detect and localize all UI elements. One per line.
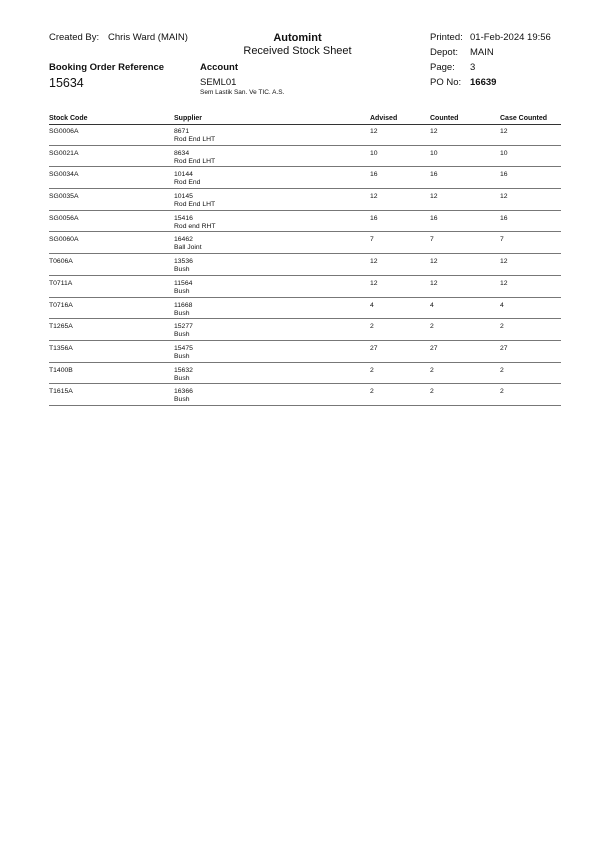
advised-cell: 2 xyxy=(370,388,374,396)
table-row xyxy=(49,167,561,189)
supplier-description-cell: Ball Joint xyxy=(174,244,202,252)
advised-cell: 10 xyxy=(370,149,378,157)
case-counted-cell: 2 xyxy=(500,366,504,374)
counted-cell: 4 xyxy=(430,301,434,309)
table-row xyxy=(49,276,561,298)
stock-code-cell: T1265A xyxy=(49,323,73,331)
supplier-number-cell: 8671 xyxy=(174,128,190,135)
supplier-description-cell: Bush xyxy=(174,374,190,382)
depot-value: MAIN xyxy=(470,47,494,58)
advised-cell: 27 xyxy=(370,344,378,352)
created-by-value: Chris Ward (MAIN) xyxy=(108,32,188,43)
case-counted-cell: 4 xyxy=(500,301,504,309)
stock-code-cell: SG0006A xyxy=(49,128,79,135)
supplier-number-cell: 15632 xyxy=(174,366,193,374)
case-counted-cell: 12 xyxy=(500,279,508,287)
stock-code-cell: SG0056A xyxy=(49,214,79,222)
stock-code-cell: SG0021A xyxy=(49,149,79,157)
counted-cell: 12 xyxy=(430,279,438,287)
counted-cell: 16 xyxy=(430,171,438,179)
counted-cell: 12 xyxy=(430,193,438,201)
po-label: PO No: xyxy=(430,77,462,88)
supplier-number-cell: 16462 xyxy=(174,236,193,244)
supplier-description-cell: Rod End LHT xyxy=(174,157,216,165)
counted-cell: 27 xyxy=(430,344,438,352)
table-row xyxy=(49,363,561,385)
counted-cell: 2 xyxy=(430,366,434,374)
advised-cell: 2 xyxy=(370,323,374,331)
counted-cell: 2 xyxy=(430,323,434,331)
table-row xyxy=(49,254,561,276)
supplier-number-cell: 15277 xyxy=(174,323,193,331)
supplier-description-cell: Bush xyxy=(174,309,190,317)
case-counted-cell: 10 xyxy=(500,149,508,157)
counted-cell: 12 xyxy=(430,128,438,135)
case-counted-cell: 16 xyxy=(500,214,508,222)
document-title: Received Stock Sheet xyxy=(243,45,352,57)
created-by-label: Created By: xyxy=(49,32,100,43)
supplier-number-cell: 11564 xyxy=(174,279,193,287)
advised-cell: 12 xyxy=(370,279,378,287)
depot-label: Depot: xyxy=(430,47,458,58)
table-row xyxy=(49,189,561,211)
table-row xyxy=(49,319,561,341)
counted-cell: 2 xyxy=(430,388,434,396)
case-counted-cell: 16 xyxy=(500,171,508,179)
stock-code-cell: SG0034A xyxy=(49,171,79,179)
case-counted-cell: 2 xyxy=(500,388,504,396)
advised-cell: 2 xyxy=(370,366,374,374)
table-row xyxy=(49,341,561,363)
case-counted-cell: 12 xyxy=(500,128,508,135)
table-row xyxy=(49,146,561,168)
stock-code-cell: T0606A xyxy=(49,258,73,266)
supplier-description-cell: Bush xyxy=(174,396,190,404)
supplier-description-cell: Bush xyxy=(174,331,190,339)
advised-cell: 12 xyxy=(370,128,378,135)
company-name: Automint xyxy=(273,32,322,44)
advised-cell: 12 xyxy=(370,258,378,266)
case-counted-cell: 7 xyxy=(500,236,504,244)
stock-code-cell: T0716A xyxy=(49,301,73,309)
page-label: Page: xyxy=(430,62,455,73)
supplier-number-cell: 15475 xyxy=(174,344,193,352)
counted-cell: 10 xyxy=(430,149,438,157)
advised-cell: 7 xyxy=(370,236,374,244)
supplier-number-cell: 10145 xyxy=(174,193,193,201)
advised-cell: 16 xyxy=(370,171,378,179)
supplier-description-cell: Rod End LHT xyxy=(174,201,216,209)
table-row xyxy=(49,232,561,254)
supplier-number-cell: 8634 xyxy=(174,149,190,157)
col-counted: Counted xyxy=(430,115,459,122)
case-counted-cell: 12 xyxy=(500,193,508,201)
supplier-number-cell: 16366 xyxy=(174,388,193,396)
col-supplier: Supplier xyxy=(174,115,203,122)
account-code: SEML01 xyxy=(200,77,237,88)
table-row xyxy=(49,298,561,320)
booking-ref-label: Booking Order Reference xyxy=(49,62,165,73)
supplier-description-cell: Rod End LHT xyxy=(174,136,216,143)
case-counted-cell: 12 xyxy=(500,258,508,266)
stock-code-cell: T1356A xyxy=(49,344,73,352)
stock-code-cell: SG0060A xyxy=(49,236,79,244)
stock-code-cell: SG0035A xyxy=(49,193,79,201)
supplier-number-cell: 11668 xyxy=(174,301,193,309)
advised-cell: 4 xyxy=(370,301,374,309)
col-stock-code: Stock Code xyxy=(49,115,88,122)
supplier-description-cell: Rod end RHT xyxy=(174,222,216,230)
case-counted-cell: 2 xyxy=(500,323,504,331)
counted-cell: 16 xyxy=(430,214,438,222)
advised-cell: 12 xyxy=(370,193,378,201)
counted-cell: 12 xyxy=(430,258,438,266)
account-name: Sem Lastik San. Ve TIC. A.S. xyxy=(200,89,285,96)
supplier-description-cell: Bush xyxy=(174,266,190,274)
table-row xyxy=(49,384,561,406)
advised-cell: 16 xyxy=(370,214,378,222)
supplier-number-cell: 10144 xyxy=(174,171,193,179)
col-advised: Advised xyxy=(370,115,398,122)
supplier-number-cell: 15416 xyxy=(174,214,193,222)
stock-code-cell: T1400B xyxy=(49,366,73,374)
account-label: Account xyxy=(200,62,238,73)
printed-value: 01-Feb-2024 19:56 xyxy=(470,32,551,43)
col-case-counted: Case Counted xyxy=(500,115,548,122)
supplier-description-cell: Bush xyxy=(174,287,190,295)
stock-table xyxy=(49,124,561,406)
supplier-description-cell: Bush xyxy=(174,352,190,360)
table-row xyxy=(49,211,561,233)
printed-label: Printed: xyxy=(430,32,463,43)
booking-ref-value: 15634 xyxy=(49,76,84,90)
po-value: 16639 xyxy=(470,77,497,88)
table-row xyxy=(49,124,561,146)
stock-code-cell: T1615A xyxy=(49,388,73,396)
supplier-number-cell: 13536 xyxy=(174,258,193,266)
page-value: 3 xyxy=(470,62,476,73)
case-counted-cell: 27 xyxy=(500,344,508,352)
stock-code-cell: T0711A xyxy=(49,279,73,287)
supplier-description-cell: Rod End xyxy=(174,179,201,187)
counted-cell: 7 xyxy=(430,236,434,244)
